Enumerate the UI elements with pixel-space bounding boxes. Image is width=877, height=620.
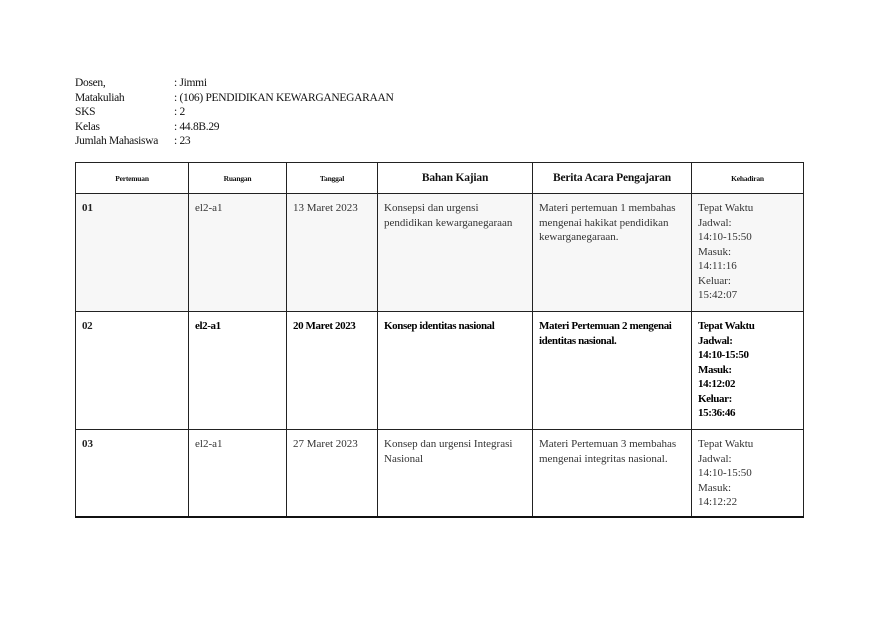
cell-bahan-kajian (378, 194, 533, 312)
info-row-jumlah (75, 134, 393, 149)
tanggal-value: 27 Maret 2023 (293, 438, 358, 450)
matakuliah-value: : (106) PENDIDIKAN KEWARGANEGARAAN (174, 91, 394, 104)
kelas-value: : 44.8B.29 (174, 120, 220, 133)
table-row (76, 430, 804, 517)
cell-berita-acara (533, 194, 692, 312)
berita-acara-value: Materi pertemuan 1 membahas mengenai hakikat pendidikan kewarganegaraan. (539, 202, 676, 243)
cell-pertemuan (76, 430, 189, 517)
matakuliah-label: Matakuliah (75, 91, 125, 104)
header-tanggal: Tanggal (287, 163, 378, 194)
kehadiran-value: Tepat Waktu Jadwal: 14:10-15:50 Masuk: 14:12:22 (698, 438, 754, 508)
ruangan-value: el2-a1 (195, 202, 223, 214)
cell-kehadiran (692, 194, 804, 312)
jumlah-mahasiswa-value: : 23 (174, 135, 191, 147)
header-bahan-kajian: Bahan Kajian (378, 163, 533, 194)
berita-acara-value: Materi Pertemuan 2 mengenai identitas nasional. (539, 320, 672, 347)
header-pertemuan: Pertemuan (76, 163, 189, 194)
header-berita-acara: Berita Acara Pengajaran (533, 163, 692, 194)
sks-value: : 2 (174, 106, 185, 118)
table-header-row (76, 163, 804, 194)
cell-pertemuan (76, 312, 189, 430)
cell-kehadiran (692, 312, 804, 430)
bahan-kajian-value: Konsepsi dan urgensi pendidikan kewarganegaraan (384, 202, 513, 229)
attendance-table (75, 162, 804, 518)
table-row (76, 194, 804, 312)
cell-tanggal (287, 312, 378, 430)
ruangan-value: el2-a1 (195, 320, 221, 332)
cell-kehadiran (692, 430, 804, 517)
info-row-kelas (75, 120, 393, 135)
dosen-value: : Jimmi (174, 77, 207, 89)
pertemuan-value: 02 (82, 320, 93, 332)
ruangan-value: el2-a1 (195, 438, 223, 450)
pertemuan-value: 01 (82, 202, 93, 214)
berita-acara-value: Materi Pertemuan 3 membahas mengenai integritas nasional. (539, 438, 677, 465)
pertemuan-value: 03 (82, 438, 93, 450)
cell-bahan-kajian (378, 312, 533, 430)
cell-ruangan (189, 430, 287, 517)
sks-label: SKS (75, 106, 96, 118)
bahan-kajian-value: Konsep identitas nasional (384, 320, 495, 332)
course-info (75, 76, 393, 149)
bahan-kajian-value: Konsep dan urgensi Integrasi Nasional (384, 438, 513, 465)
header-kehadiran: Kehadiran (692, 163, 804, 194)
cell-pertemuan (76, 194, 189, 312)
cell-ruangan (189, 312, 287, 430)
tanggal-value: 13 Maret 2023 (293, 202, 358, 214)
cell-berita-acara (533, 430, 692, 517)
info-row-sks (75, 105, 393, 120)
header-ruangan: Ruangan (189, 163, 287, 194)
cell-bahan-kajian (378, 430, 533, 517)
kelas-label: Kelas (75, 120, 100, 133)
cell-ruangan (189, 194, 287, 312)
cell-berita-acara (533, 312, 692, 430)
info-row-matakuliah (75, 91, 393, 106)
kehadiran-value: Tepat Waktu Jadwal: 14:10-15:50 Masuk: 14:12:02 Keluar: 15:36:46 (698, 320, 755, 419)
table-row (76, 312, 804, 430)
info-row-dosen (75, 76, 393, 91)
cell-tanggal (287, 430, 378, 517)
kehadiran-value: Tepat Waktu Jadwal: 14:10-15:50 Masuk: 14:11:16 Keluar: 15:42:07 (698, 202, 754, 301)
cell-tanggal (287, 194, 378, 312)
jumlah-mahasiswa-label: Jumlah Mahasiswa (75, 135, 159, 147)
dosen-label: Dosen, (75, 77, 106, 89)
tanggal-value: 20 Maret 2023 (293, 320, 356, 332)
